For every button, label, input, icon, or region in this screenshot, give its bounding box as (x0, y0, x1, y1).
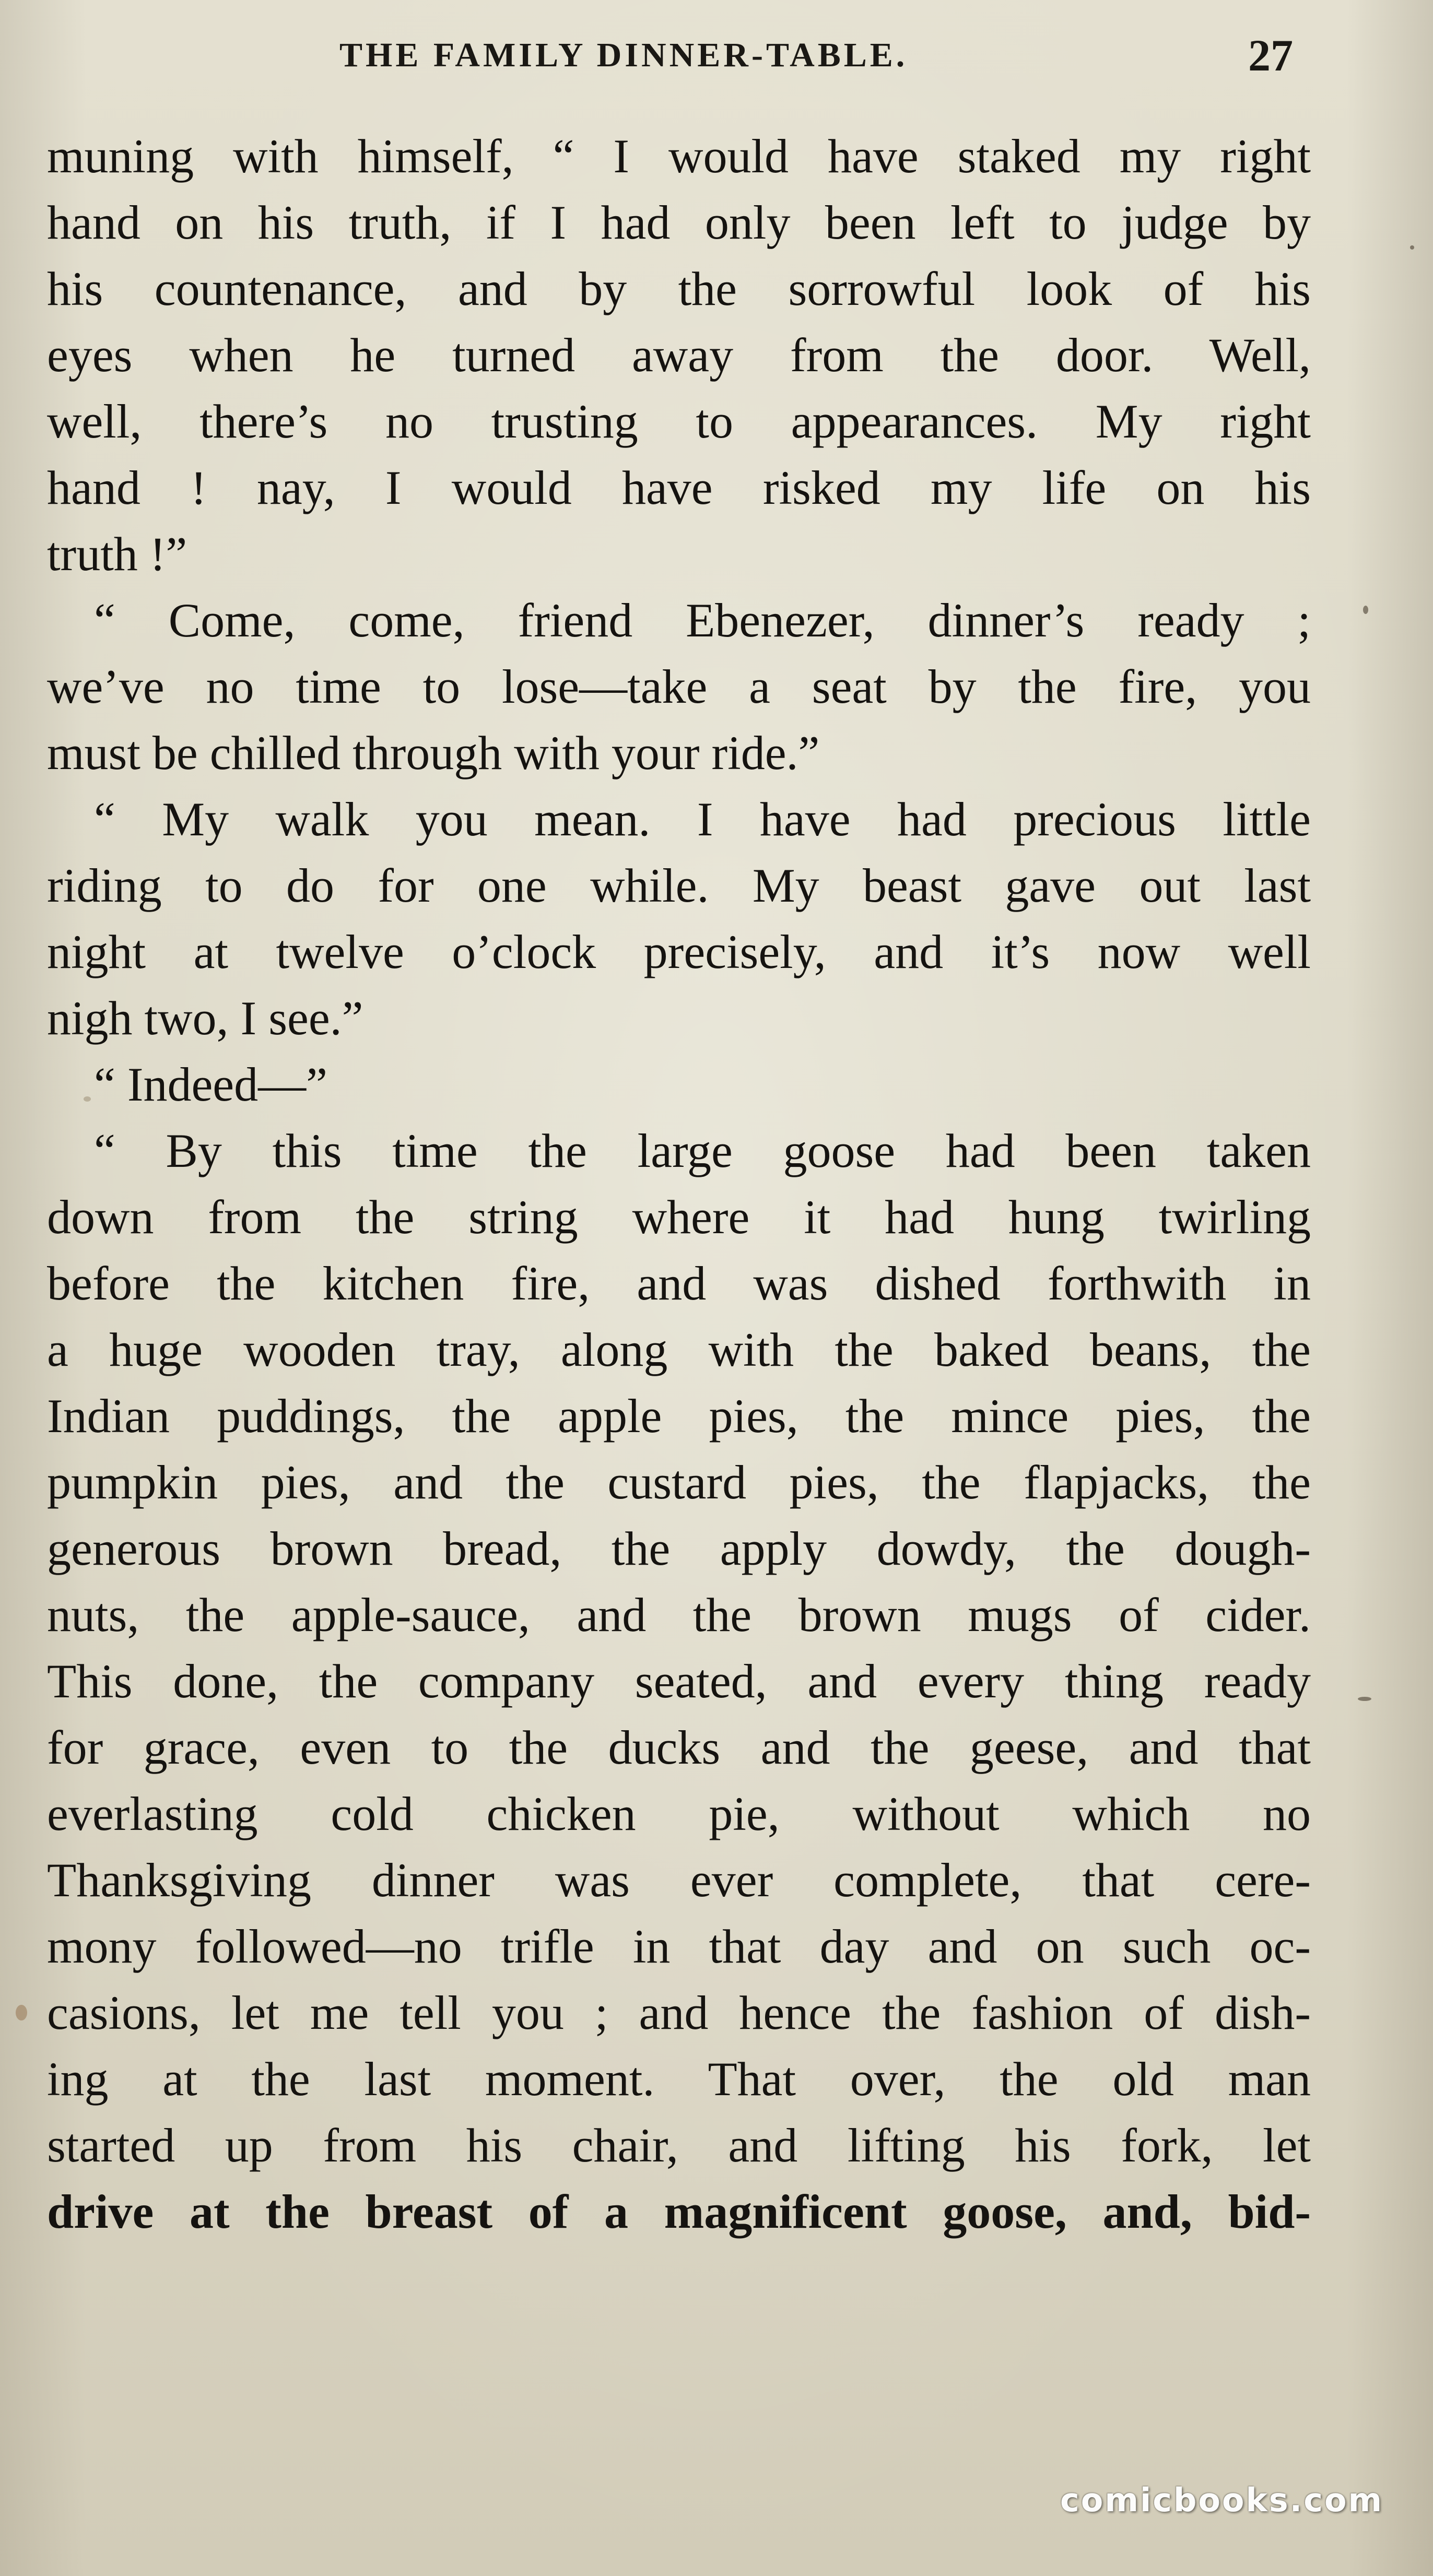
text-line: before the kitchen fire, and was dished forthwith in (47, 1257, 1311, 1310)
text-line: started up from his chair, and lifting his fork, let (47, 2119, 1311, 2172)
watermark-text: comicbooks.com (1060, 2481, 1384, 2519)
text-line: “ Come, come, friend Ebenezer, dinner’s ready ; (94, 594, 1311, 647)
text-line: truth !” (47, 527, 187, 581)
text-line: Indian puddings, the apple pies, the mince pies, the (47, 1389, 1311, 1443)
text-line: nuts, the apple-sauce, and the brown mugs of cider. (47, 1588, 1311, 1641)
text-line: eyes when he turned away from the door. Well, (47, 328, 1311, 382)
text-line: his countenance, and by the sorrowful look of his (47, 262, 1311, 315)
running-head: THE FAMILY DINNER-TABLE. (339, 36, 908, 74)
text-line: nigh two, I see.” (47, 991, 363, 1045)
text-line: muning with himself, “ I would have staked my right (47, 129, 1311, 183)
page-header (0, 32, 1433, 85)
text-line: “ My walk you mean. I have had precious little (94, 793, 1311, 846)
text-line: mony followed—no trifle in that day and on such oc- (47, 1920, 1311, 1973)
text-line: drive at the breast of a magnificent goose, and, bid- (47, 2185, 1311, 2238)
page-number: 27 (1248, 30, 1293, 80)
text-line: hand ! nay, I would have risked my life on his (47, 461, 1311, 514)
text-line: Thanksgiving dinner was ever complete, that cere- (47, 1853, 1311, 1907)
text-line: well, there’s no trusting to appearances. My right (47, 395, 1311, 448)
text-line: must be chilled through with your ride.” (47, 726, 820, 779)
text-line: casions, let me tell you ; and hence the fashion of dish- (47, 1986, 1311, 2039)
text-line: for grace, even to the ducks and the geese, and that (47, 1721, 1311, 1774)
text-line: down from the string where it had hung twirling (47, 1190, 1311, 1244)
text-line: pumpkin pies, and the custard pies, the flapjacks, the (47, 1456, 1311, 1509)
text-line: “ By this time the large goose had been taken (94, 1124, 1311, 1177)
text-line: night at twelve o’clock precisely, and it’s now well (47, 925, 1311, 978)
body-text (47, 123, 1311, 2245)
text-line: riding to do for one while. My beast gave out last (47, 859, 1311, 912)
text-line: everlasting cold chicken pie, without which no (47, 1787, 1311, 1840)
text-line: “ Indeed—” (94, 1058, 327, 1111)
text-line: we’ve no time to lose—take a seat by the fire, you (47, 660, 1311, 713)
text-line: ing at the last moment. That over, the old man (47, 2052, 1311, 2106)
text-line: This done, the company seated, and every thing ready (47, 1655, 1311, 1708)
text-line: generous brown bread, the apply dowdy, the dough- (47, 1522, 1311, 1575)
text-line: a huge wooden tray, along with the baked beans, the (47, 1323, 1311, 1376)
text-line: hand on his truth, if I had only been left to judge by (47, 196, 1311, 249)
